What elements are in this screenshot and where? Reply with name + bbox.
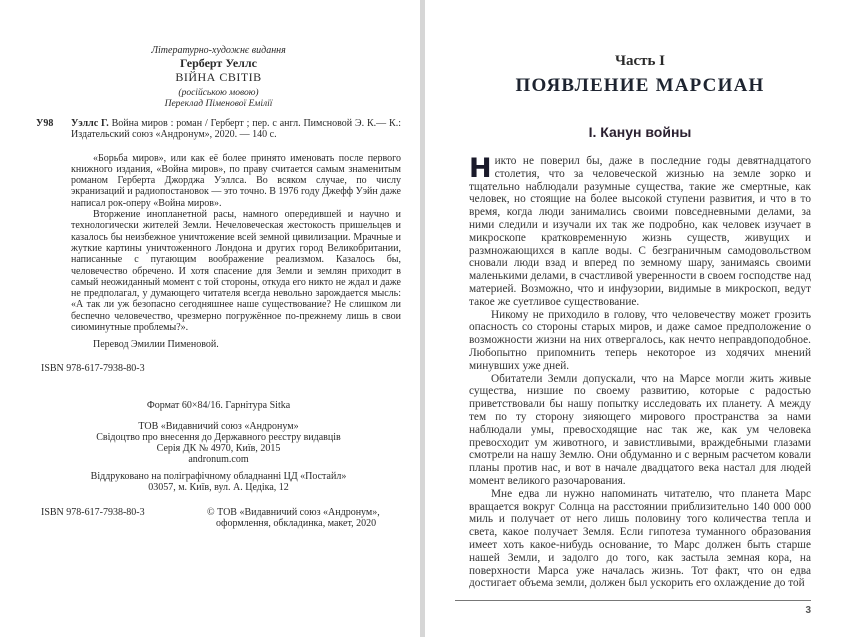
catalog-entry	[71, 118, 401, 141]
first-paragraph-text: икто не поверил бы, даже в последние годы девятнадцатого столетия, что за человеческой жизнью на земле зорко и тщательно наблюдали разумные существа, такие же смертные, как человек, но стоящие на более высокой ступени развития, и что в то время, когда люди занимались своими повседневными делами, за ними следили и изучали их так же подробно, как человек изучает в микроскопе кратковременную жизнь существ, живущих и размножающихся в капле воды. С безграничным самодовольством сновали люди взад и вперед по земному шару, занимаясь своими маленькими делами, в счастливой уверенности в своем господстве над материей. Возможно, что и инфузории, видимые в микроскоп, ведут такое же суетливое существование.	[469, 155, 811, 308]
part-heading: Часть I	[614, 53, 666, 69]
page-number: 3	[805, 605, 811, 617]
catalog-author: Уэллс Г.	[71, 118, 109, 129]
part-title: ПОЯВЛЕНИЕ МАРСИАН	[515, 75, 765, 96]
annotation-paragraph: «Борьба миров», или как её более принято именовать после первого книжного издания, «Война миров», по праву считается самым знаменитым романом Герберта Джорджа Уэллса. Во всяком случае, по числу экранизаций и радиопостановок — это точно. В 1976 году Джефф Уэйн даже написал рок-оперу «Война миров».	[71, 152, 401, 209]
book-title: ВІЙНА СВІТІВ	[175, 70, 262, 84]
footer-rule	[455, 600, 811, 601]
isbn-bottom: ISBN 978-617-7938-80-3	[41, 506, 145, 518]
left-page	[0, 0, 420, 637]
body-paragraph	[469, 155, 811, 309]
translator-credit: Переклад Піменової Емілії	[164, 98, 273, 109]
publisher-name: ТОВ «Видавничий союз «Андронум»	[138, 420, 299, 432]
catalog-record	[36, 118, 401, 141]
copyright-line: © ТОВ «Видавничий союз «Андронум»,	[207, 506, 380, 518]
printer-name: Віддруковано на поліграфічному обладнанні ЦД «Постайл»	[90, 470, 347, 482]
printer-address: 03057, м. Київ, вул. А. Цедіка, 12	[148, 481, 289, 493]
copyright-line: оформлення, обкладинка, макет, 2020	[216, 518, 377, 530]
translation-credit: Перевод Эмилии Пименовой.	[93, 339, 219, 351]
right-page	[425, 0, 845, 637]
publisher-certificate: Свідоцтво про внесення до Державного реєстру видавців	[96, 431, 341, 443]
catalog-text: Война миров : роман / Герберт ; пер. с англ. Пимсновой Э. К.— К.: Издательский союз «Андронум», 2020. — 140 с.	[71, 118, 401, 141]
imprint-block	[36, 400, 401, 493]
language-note: (російською мовою)	[178, 88, 259, 98]
body-paragraph: Обитатели Земли допускали, что на Марсе могли жить живые существа, низшие по своему развитию, которые с радостью приветствовали бы нашу попытку исследовать их планету. А между тем по ту сторону зияющего мирового пространства за нами наблюдали умы, превосходящие нас так же, как ум человека превосходит ум животного, и завистливыми, враждебными глазами смотрели на нашу Землю. Они обдуманно и с верным расчетом ковали планы против нас, и вот в начале двадцатого века настал для людей момент великого разочарования.	[469, 372, 811, 487]
body-paragraph: Мне едва ли нужно напоминать читателю, что планета Марс вращается вокруг Солнца на расстоянии приблизительно 140 000 000 миль и получает от него лишь половину того количества тепла и света, какое получает Земля. Если гипотеза туманного образования имеет хоть какое-нибудь основание, то Марс должен быть старше нашей Земли, и задолго до того, как застыла земная кора, на поверхности Марса уже началась жизнь. Тот факт, что он едва достигает объема земли, должен был ускорить его охлаждение до той	[469, 487, 811, 590]
publisher-series: Серія ДК № 4970, Київ, 2015	[156, 442, 281, 454]
drop-cap: Н	[469, 153, 492, 184]
format-line: Формат 60×84/16. Гарнітура Sitka	[146, 399, 291, 411]
title-block	[36, 45, 401, 109]
catalog-code: У98	[36, 118, 54, 129]
isbn-top: ISBN 978-617-7938-80-3	[41, 362, 145, 374]
genre-label: Літературно-художнє видання	[151, 45, 286, 56]
copyright	[207, 507, 380, 530]
chapter-title: I. Канун войны	[588, 124, 692, 140]
annotation	[71, 153, 401, 334]
chapter-body	[469, 155, 811, 590]
bottom-row	[36, 507, 401, 530]
publisher-website[interactable]: andronum.com	[188, 453, 249, 465]
author-name: Герберт Уеллс	[180, 56, 257, 70]
body-paragraph: Никому не приходило в голову, что человечеству может грозить опасность со стороны старых миров, и даже самое предположение о возможности жизни на них отвергалось, как нечто неправдоподобное. Любопытно припомнить теперь некоторое из ходячих мнений минувших уже дней.	[469, 308, 811, 372]
annotation-paragraph: Вторжение инопланетной расы, намного опередившей и научно и технологически жителей Земли. Нечеловеческая жестокость пришельцев и казалось бы неизбежное уничтожение всей земной цивилизации. Мрачные и жуткие картины уничтоженного Лондона и других город Великобритании, написанные с пугающим воображение реализмом. Казалось бы, человечество обречено. И хотя спасение для Земли и землян приходит в самый неожиданный момент с той стороны, откуда его никто не ждал и даже не предполагал, у думающего читателя всегда невольно зарождается мысль: «А так ли уж безопасно сегодняшнее наше существование? Не слишком ли беспечно человечество, чрезмерно погружённое по-прежнему лишь в свои сиюминутные проблемы?».	[71, 209, 401, 334]
